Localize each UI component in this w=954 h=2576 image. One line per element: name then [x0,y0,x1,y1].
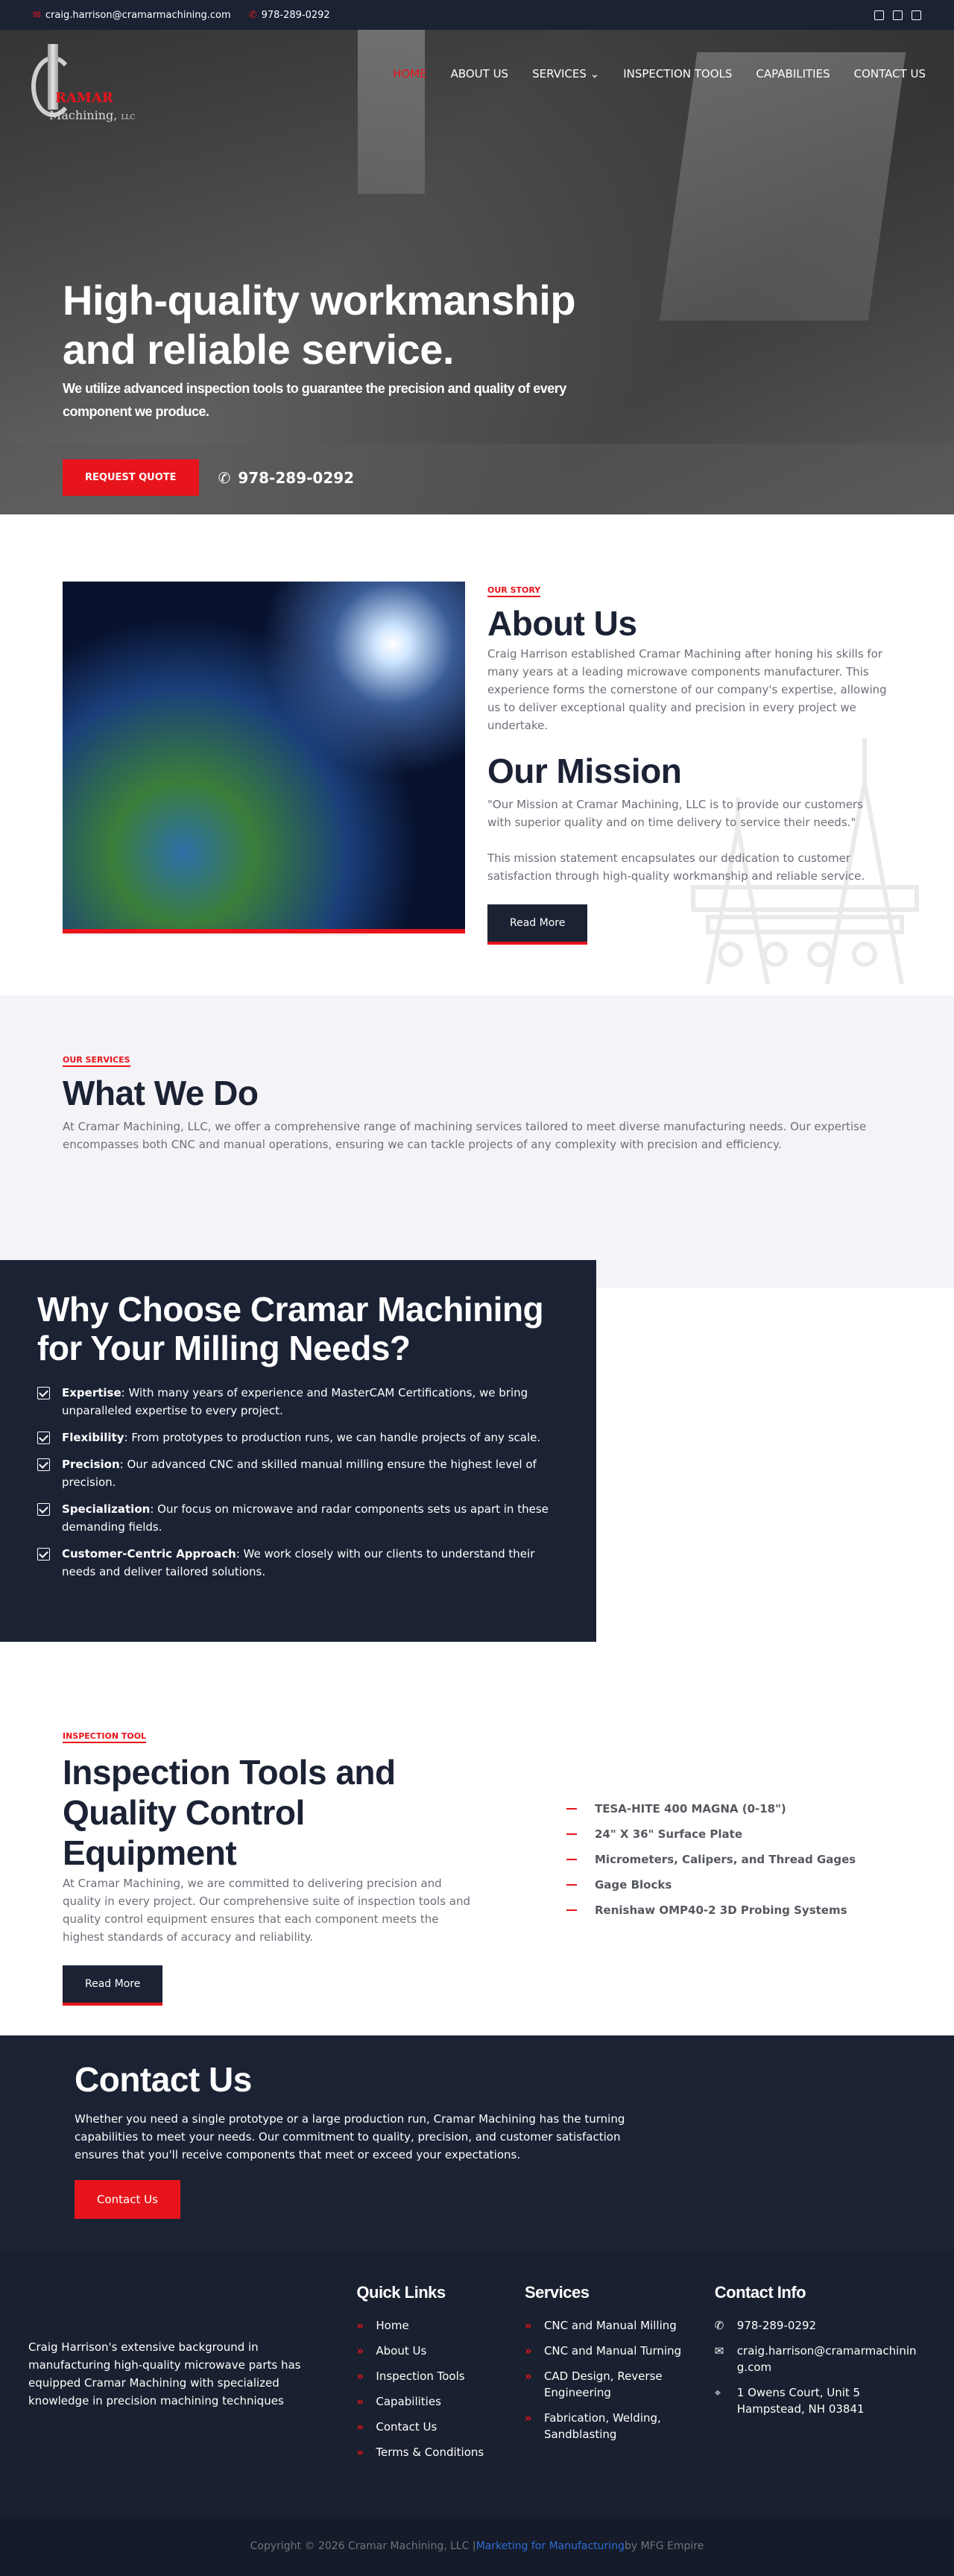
footer-services [525,2283,685,2516]
about-title: About Us [487,604,637,643]
chevron-right-icon: » [356,2344,364,2358]
about-read-more-button[interactable]: Read More [487,904,587,945]
phone-icon: ✆ [218,468,231,487]
main-nav [0,30,954,148]
social-links [874,10,921,20]
phone-icon: ✆ [248,9,257,21]
chevron-right-icon: » [356,2420,364,2434]
why-item-desc: : Our advanced CNC and skilled manual milling ensure the highest level of precision. [62,1458,537,1489]
why-item [37,1429,559,1446]
services-title: What We Do [63,1074,259,1112]
phone-icon: ✆ [714,2319,724,2332]
chevron-right-icon: » [524,2411,532,2425]
dash-icon [566,1859,577,1860]
logo-name-line2 [49,108,135,122]
contact-us-button[interactable]: Contact Us [75,2180,180,2219]
footer-service-text: CNC and Manual Milling [543,2319,677,2332]
nav-item-about[interactable]: ABOUT US [450,67,509,81]
why-item-desc: : From prototypes to production runs, we can handle projects of any scale. [124,1431,541,1444]
footer-address-text: 1 Owens Court, Unit 5 Hampstead, NH 03841 [736,2386,865,2416]
footer-link-text: Capabilities [376,2395,441,2408]
footer-address [715,2384,926,2417]
top-bar [0,0,954,30]
footer-service-link[interactable] [525,2317,685,2334]
chevron-right-icon: » [524,2369,532,2383]
facebook-icon[interactable] [874,10,884,20]
footer-link-about[interactable] [356,2343,495,2359]
about-section [0,514,954,995]
footer-link-text: Inspection Tools [376,2369,465,2383]
instagram-icon[interactable] [912,10,921,20]
checkbox-icon [37,1548,50,1561]
envelope-icon: ✉ [33,9,41,21]
inspection-title: Inspection Tools and Quality Control Equipment [63,1753,396,1872]
footer-service-link[interactable] [525,2410,685,2443]
inspection-text-body: At Cramar Machining, we are committed to delivering precision and quality in every project. Our comprehensive suite of inspection tools and quality control equipment ensures that each component meets the highest standards of accuracy and reliability. [63,1877,471,1944]
tool-item [566,1853,856,1866]
linkedin-icon[interactable] [893,10,903,20]
contact-text: Whether you need a single prototype or a large production run, Cramar Machining has the turning capabilities to meet your needs. Our commitment to quality, precision, and customer satisfaction ensures that you'll receive components that meet or exceed your expectations. [75,2112,625,2161]
why-item-text [62,1384,559,1420]
why-item [37,1455,559,1491]
tool-item [566,1903,856,1917]
nav-item-services-label: SERVICES [532,67,587,81]
copyright-link[interactable]: Marketing for Manufacturing [476,2540,625,2552]
footer-service-text: CNC and Manual Turning [543,2344,682,2358]
tool-item-text: Renishaw OMP40-2 3D Probing Systems [595,1903,847,1917]
nav-item-inspection-tools[interactable]: INSPECTION TOOLS [623,67,733,81]
inspection-section [0,1642,954,2035]
footer-link-text: Contact Us [376,2420,437,2434]
why-item-desc: : Our focus on microwave and radar components sets us apart in these demanding fields. [62,1502,549,1534]
mission-text: This mission statement encapsulates our dedication to customer satisfaction through high-quality workmanship and reliable service. [487,851,865,883]
about-text [487,582,890,995]
tool-item-text: TESA-HITE 400 MAGNA (0-18") [595,1802,786,1816]
why-item-label: Precision [62,1458,120,1471]
map-pin-icon: ⌖ [714,2386,721,2399]
about-text-body: Craig Harrison established Cramar Machining after honing his skills for many years at a leading microwave components manufacturer. This experience forms the cornerstone of our company's expertise, allowing us to deliver exceptional quality and precision in every project we undertake. [487,647,887,732]
checkbox-icon [37,1503,50,1516]
why-item-text [62,1429,540,1446]
hero-phone-text: 978-289-0292 [238,468,355,487]
tool-item [566,1878,856,1892]
inspection-tag: INSPECTION TOOL [63,1731,146,1743]
dash-icon [566,1833,577,1835]
footer-service-text: Fabrication, Welding, Sandblasting [543,2411,661,2441]
chevron-down-icon: ⌄ [590,67,600,81]
why-item-desc: : With many years of experience and MasterCAM Certifications, we bring unparalleled expertise to every project. [62,1386,528,1417]
dash-icon [566,1808,577,1810]
earth-image [63,582,465,933]
chevron-right-icon: » [356,2395,364,2408]
hero-title: High-quality workmanship and reliable service. [63,277,576,373]
logo-llc: LLC [121,114,136,122]
logo-name-line1: RAMAR [55,90,113,106]
checkbox-icon [37,1432,50,1444]
tool-item-text: Gage Blocks [595,1878,672,1892]
why-item [37,1545,559,1581]
why-item-label: Specialization [62,1502,151,1516]
hero-content [63,276,644,496]
nav-item-services[interactable] [532,67,599,81]
mission-title: Our Mission [487,752,682,790]
footer-services-title: Services [524,2283,590,2302]
about-tag: OUR STORY [487,585,540,597]
footer-link-text: Terms & Conditions [376,2446,484,2459]
inspection-text [63,1728,480,2035]
why-panel [0,1260,596,1642]
why-item [37,1500,559,1536]
why-section [0,1260,954,1642]
logo-machining: Machining, [49,108,118,122]
footer-link-inspection[interactable] [356,2368,495,2384]
footer [0,2252,954,2516]
checkbox-icon [37,1458,50,1471]
why-item-text [62,1545,559,1581]
copyright-prefix: Copyright © 2026 Cramar Machining, LLC | [250,2540,476,2552]
nav-item-capabilities[interactable]: CAPABILITIES [756,67,830,81]
hero-phone[interactable] [218,469,355,487]
footer-service-link[interactable] [525,2368,685,2401]
request-quote-button[interactable]: REQUEST QUOTE [63,459,199,496]
why-item-text [62,1500,559,1536]
tool-item-text: Micrometers, Calipers, and Thread Gages [595,1853,856,1866]
footer-phone-text: 978-289-0292 [736,2319,817,2332]
footer-info-title: Contact Info [714,2283,806,2302]
inspection-read-more-button[interactable]: Read More [63,1965,162,2006]
services-section [0,995,954,1260]
chevron-right-icon: » [356,2446,364,2459]
why-list [37,1384,559,1581]
checkbox-icon [37,1387,50,1399]
why-item-desc: : We work closely with our clients to understand their needs and deliver tailored solutions. [62,1547,535,1578]
dash-icon [566,1884,577,1886]
hero-subtitle: We utilize advanced inspection tools to guarantee the precision and quality of every component we produce. [63,381,566,419]
chevron-right-icon: » [524,2319,532,2332]
topbar-email-text: craig.harrison@cramarmachining.com [45,9,231,21]
contact-section [0,2035,954,2252]
dash-icon [566,1909,577,1911]
footer-email[interactable] [715,2343,926,2375]
site-logo[interactable] [28,44,140,133]
tool-item [566,1802,856,1816]
copyright-suffix: by MFG Empire [624,2540,704,2552]
chevron-right-icon: » [356,2369,364,2383]
topbar-phone-text: 978-289-0292 [261,9,330,21]
topbar-email[interactable] [33,10,231,21]
why-item-text [62,1455,559,1491]
nav-item-contact[interactable]: CONTACT US [853,67,926,81]
topbar-phone[interactable] [249,10,330,21]
hero-section [0,30,954,514]
why-item-label: Customer-Centric Approach [62,1547,236,1561]
why-item-label: Expertise [62,1386,121,1399]
nav-item-home[interactable]: HOME [393,67,427,81]
footer-link-text: About Us [376,2344,427,2358]
footer-link-terms[interactable] [356,2444,495,2460]
tool-item-text: 24" X 36" Surface Plate [595,1827,743,1841]
tool-item [566,1827,856,1841]
services-tag: OUR SERVICES [63,1055,130,1067]
footer-about-text: Craig Harrison's extensive background in manufacturing high-quality microwave parts has equipped Cramar Machining with specialized knowledge in precision machining techniques [28,2340,301,2407]
inspection-tools-list [566,1728,856,2035]
mission-quote: "Our Mission at Cramar Machining, LLC is to provide our customers with superior quality and on time delivery to service their needs." [487,798,863,829]
services-text: At Cramar Machining, LLC, we offer a comprehensive range of machining services tailored to meet diverse manufacturing needs. Our expertise encompasses both CNC and manual operations, ensuring we can tackle projects of any complexity with precision and efficiency. [63,1120,867,1151]
footer-email-text: craig.harrison@cramarmachining.com [736,2344,917,2374]
why-item [37,1384,559,1420]
footer-link-text: Home [376,2319,409,2332]
nav-menu [393,67,926,81]
hero-actions [63,459,644,496]
envelope-icon: ✉ [714,2344,724,2358]
footer-quick-links [356,2283,495,2516]
chevron-right-icon: » [524,2344,532,2358]
footer-service-text: CAD Design, Reverse Engineering [543,2369,663,2399]
footer-phone[interactable] [715,2317,926,2334]
footer-service-link[interactable] [525,2343,685,2359]
contact-title: Contact Us [75,2060,252,2099]
footer-link-contact[interactable] [356,2419,495,2435]
chevron-right-icon: » [356,2319,364,2332]
footer-link-home[interactable] [356,2317,495,2334]
footer-quick-title: Quick Links [356,2283,446,2302]
copyright-bar [0,2516,954,2576]
footer-contact-info [715,2283,926,2516]
footer-link-capabilities[interactable] [356,2393,495,2410]
why-item-label: Flexibility [62,1431,124,1444]
why-title: Why Choose Cramar Machining for Your Milling Needs? [37,1290,544,1367]
